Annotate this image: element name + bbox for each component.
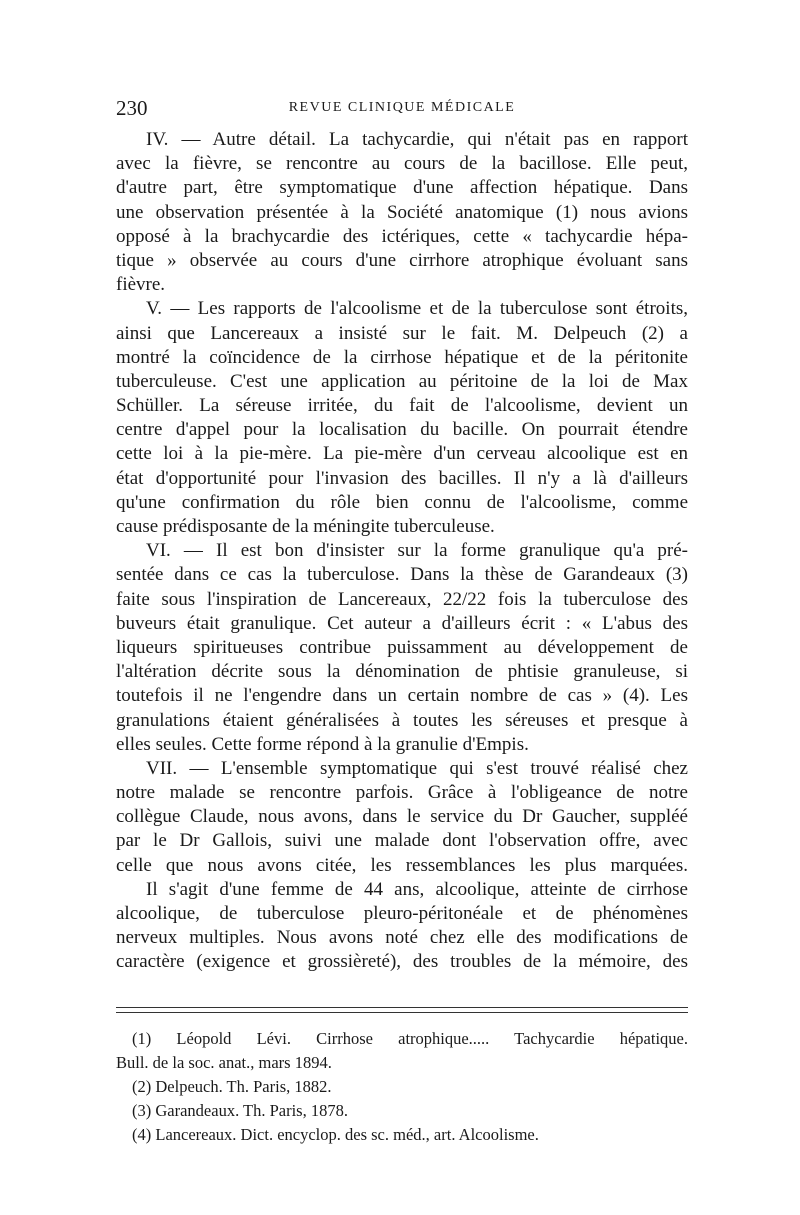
text-line: Il s'agit d'une femme de 44 ans, alcoolique, atteinte de cirrhose	[146, 878, 688, 900]
footnote-line: Bull. de la soc. anat., mars 1894.	[116, 1053, 332, 1072]
text-line: elles seules. Cette forme répond à la granulie d'Empis.	[116, 733, 529, 755]
text-line: toutefois il ne l'engendre dans un certain nombre de cas » (4). Les	[116, 685, 688, 707]
text-line: caractère (exigence et grossièreté), des troubles de la mémoire, des	[116, 951, 688, 973]
text-line: V. — Les rapports de l'alcoolisme et de la tuberculose sont étroits,	[146, 298, 688, 320]
text-line: centre d'appel pour la localisation du bacille. On pourrait étendre	[116, 419, 688, 441]
text-line: cause prédisposante de la méningite tuberculeuse.	[116, 516, 495, 537]
running-title: REVUE CLINIQUE MÉDICALE	[288, 100, 516, 115]
text-line: Schüller. La séreuse irritée, du fait de l'alcoolisme, devient un	[116, 395, 688, 417]
text-line: cette loi à la pie-mère. La pie-mère d'un cerveau alcoolique est en	[116, 443, 688, 465]
text-line: avec la fièvre, se rencontre au cours de la bacillose. Elle peut,	[116, 153, 688, 175]
text-line: alcoolique, de tuberculose pleuro-péritonéale et de phénomènes	[116, 903, 688, 924]
footnote-line: (1) Léopold Lévi. Cirrhose atrophique..... Tachycardie hépatique.	[132, 1029, 688, 1048]
footnotes	[116, 1027, 688, 1147]
text-line: VII. — L'ensemble symptomatique qui s'est trouvé réalisé chez	[146, 757, 688, 779]
text-line: ainsi que Lancereaux a insisté sur le fait. M. Delpeuch (2) a	[116, 322, 688, 344]
text-line: VI. — Il est bon d'insister sur la forme granulique qu'a pré-	[146, 540, 688, 562]
text-line: faite sous l'inspiration de Lancereaux, 22/22 fois la tuberculose des	[116, 588, 688, 610]
footnote-line: (3) Garandeaux. Th. Paris, 1878.	[132, 1101, 348, 1120]
text-line: nerveux multiples. Nous avons noté chez elle des modifications de	[116, 927, 688, 949]
text-line: granulations étaient généralisées à toutes les séreuses et presque à	[116, 709, 688, 731]
text-line: fièvre.	[116, 274, 166, 296]
body-text	[116, 128, 688, 975]
footnote-separator	[116, 1007, 688, 1008]
text-line: tique » observée au cours d'une cirrhore atrophique évoluant sans	[116, 249, 688, 271]
footnote-separator-thin	[116, 1012, 688, 1013]
text-line: tuberculeuse. C'est une application au péritoine de la loi de Max	[116, 370, 688, 392]
text-line: opposé à la brachycardie des ictériques, cette « tachycardie hépa-	[116, 225, 688, 247]
text-line: état d'opportunité pour l'invasion des bacilles. Il n'y a là d'ailleurs	[116, 467, 688, 489]
text-line: montré la coïncidence de la cirrhose hépatique et de la péritonite	[116, 346, 688, 368]
text-line: celle que nous avons citée, les ressemblances les plus marquées.	[116, 854, 688, 876]
text-line: d'autre part, être symptomatique d'une affection hépatique. Dans	[116, 177, 688, 199]
text-line: collègue Claude, nous avons, dans le service du Dr Gaucher, suppléé	[116, 806, 688, 828]
text-line: liqueurs spiritueuses contribue puissamment au développement de	[116, 636, 688, 658]
text-line: buveurs était granulique. Cet auteur a d'ailleurs écrit : « L'abus des	[116, 612, 688, 634]
text-line: sentée dans ce cas la tuberculose. Dans la thèse de Garandeaux (3)	[116, 564, 688, 586]
text-line: une observation présentée à la Société anatomique (1) nous avions	[116, 201, 688, 223]
text-line: par le Dr Gallois, suivi une malade dont l'observation offre, avec	[116, 830, 688, 852]
text-line: IV. — Autre détail. La tachycardie, qui n'était pas en rapport	[146, 129, 688, 150]
text-line: l'altération décrite sous la dénomination de phtisie granuleuse, si	[116, 661, 688, 683]
footnote-line: (2) Delpeuch. Th. Paris, 1882.	[132, 1077, 332, 1096]
page-header	[116, 96, 688, 124]
text-line: notre malade se rencontre parfois. Grâce à l'obligeance de notre	[116, 782, 688, 804]
page-number: 230	[116, 96, 148, 120]
text-line: qu'une confirmation du rôle bien connu de l'alcoolisme, comme	[116, 491, 688, 513]
footnote-line: (4) Lancereaux. Dict. encyclop. des sc. méd., art. Alcoolisme.	[132, 1125, 539, 1144]
